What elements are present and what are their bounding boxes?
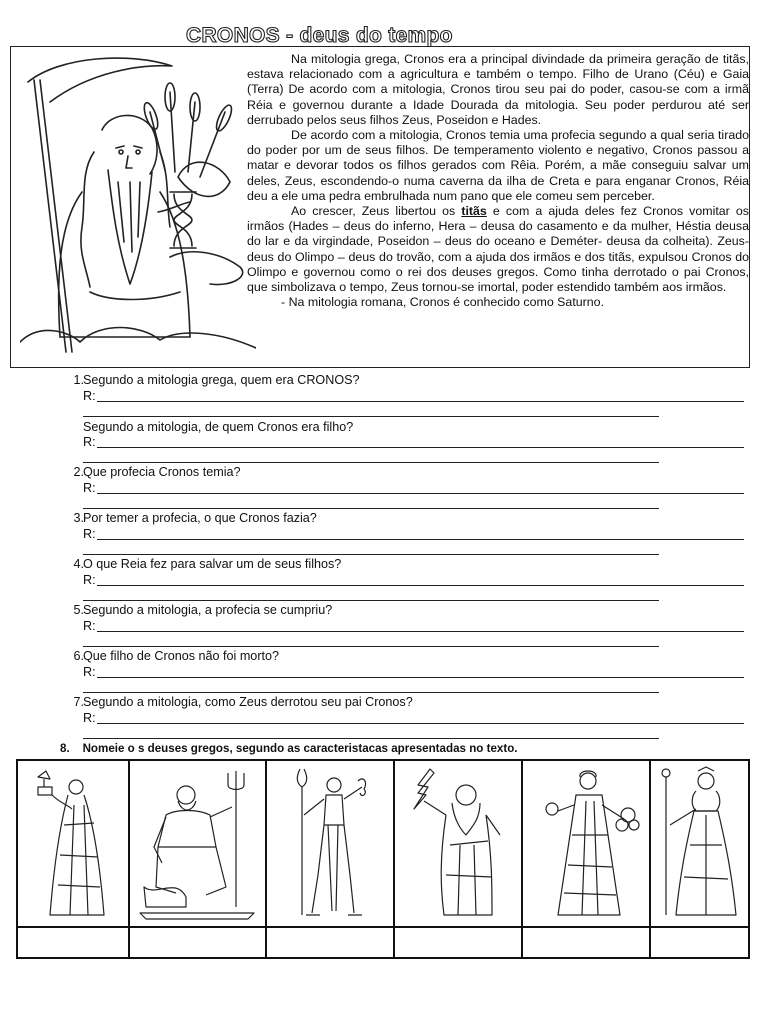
paragraph-1: Na mitologia grega, Cronos era a principal divindade da primeira geração de titãs, estava relacionado com a agricultura e também o tempo. Filho de Urano (Céu) e Gaia (Terra) De acordo com a mitologia, Cronos tirou seu pai do poder, casou-se com a irmã Réia e governou durante a Idade Dourada da mitologia. Seu poder perdurou até ser derrubado pelos seus filhos Zeus, Poseidon e Hades. [247, 52, 749, 127]
question-6-text: Que filho de Cronos não foi morto? [83, 649, 280, 663]
goddess-dove-icon [24, 765, 124, 923]
answer-line[interactable] [83, 646, 659, 647]
answer-line[interactable] [97, 493, 744, 494]
demeter-icon [528, 765, 646, 923]
question-2-text: Que profecia Cronos temia? [83, 465, 241, 479]
question-8-text: Nomeie o s deuses gregos, segundo as caracteristacas apresentadas no texto. [82, 742, 518, 755]
question-4: 4. [73, 557, 84, 571]
question-1b-text: Segundo a mitologia, de quem Cronos era filho? [83, 420, 354, 434]
answer-line[interactable] [83, 416, 659, 417]
answer-line[interactable] [97, 585, 744, 586]
answer-line[interactable] [83, 738, 659, 739]
answer-cell-6[interactable] [651, 928, 748, 957]
answer-label: R: [83, 711, 96, 725]
gods-grid [16, 759, 750, 959]
answer-label: R: [83, 435, 96, 449]
question-7: 7. [73, 695, 84, 709]
answer-label: R: [83, 481, 96, 495]
question-7-text: Segundo a mitologia, como Zeus derrotou seu pai Cronos? [83, 695, 413, 709]
answer-label: R: [83, 619, 96, 633]
answer-line[interactable] [97, 723, 744, 724]
answer-label: R: [83, 665, 96, 679]
question-2: 2. [73, 465, 84, 479]
question-3-text: Por temer a profecia, o que Cronos fazia? [83, 511, 317, 525]
answer-line[interactable] [83, 692, 659, 693]
answer-line[interactable] [97, 539, 744, 540]
hera-icon [656, 765, 746, 923]
question-6: 6. [73, 649, 84, 663]
question-5-text: Segundo a mitologia, a profecia se cumpriu? [83, 603, 333, 617]
poseidon-icon [136, 767, 262, 923]
question-1: 1. [73, 373, 84, 387]
answer-line[interactable] [83, 600, 659, 601]
answer-label: R: [83, 573, 96, 587]
cronos-illustration [20, 52, 256, 360]
answer-cell-3[interactable] [267, 928, 395, 957]
zeus-icon [400, 765, 518, 923]
story-text [247, 52, 749, 310]
question-5: 5. [73, 603, 84, 617]
answer-line[interactable] [97, 447, 744, 448]
answer-line[interactable] [83, 554, 659, 555]
answer-line[interactable] [97, 677, 744, 678]
answer-line[interactable] [83, 462, 659, 463]
page-title: CRONOS - deus do tempo [186, 24, 453, 47]
answer-line[interactable] [97, 401, 744, 402]
paragraph-3-after: e com a ajuda deles fez Cronos vomitar os irmãos (Hades – deus do inferno, Hera – deusa do casamento e da mulher, Héstia deusa do lar e da virgindade, Poseidon – deus do oceano e Deméter- deusa da colheita). Zeus- deus do Olimpo – deus do trovão, com a ajuda dos irmãos e dos titãs, expulsou Cronos do Olimpo e governou como o rei dos deuses gregos. Como tinha derrotado o pai Cronos, que simbolizava o tempo, Zeus tornou-se imortal, poder estendido também aos irmãos. [247, 204, 749, 295]
paragraph-2: De acordo com a mitologia, Cronos temia uma profecia segundo a qual seria tirado do poder por um de seus filhos. De temperamento violento e negativo, Cronos passou a matar e devorar todos os filhos gerados com Rêia. Porém, a mãe conseguiu salvar um deles, Zeus, escondendo-o numa caverna da ilha de Creta e para enganar Cronos, Réia deu a ele uma pedra embrulhada num pano que ele comeu sem perceber. [247, 128, 749, 203]
answer-label: R: [83, 527, 96, 541]
answer-line[interactable] [97, 631, 744, 632]
hades-icon [272, 765, 390, 923]
question-3: 3. [73, 511, 84, 525]
question-4-text: O que Reia fez para salvar um de seus filhos? [83, 557, 342, 571]
footnote: - Na mitologia romana, Cronos é conhecido como Saturno. [281, 295, 605, 310]
titas-word: titãs [461, 204, 487, 219]
answer-cell-1[interactable] [18, 928, 130, 957]
question-1-text: Segundo a mitologia grega, quem era CRONOS? [83, 373, 360, 387]
paragraph-3-before: Ao crescer, Zeus libertou os [291, 204, 462, 219]
paragraph-3 [247, 204, 749, 295]
answer-label: R: [83, 389, 96, 403]
answer-line[interactable] [83, 508, 659, 509]
answer-cell-4[interactable] [395, 928, 523, 957]
answer-cell-2[interactable] [130, 928, 267, 957]
question-8: 8. Nomeie o s deuses gregos, segundo as caracteristacas apresentadas no texto. [60, 742, 518, 755]
answer-cell-5[interactable] [523, 928, 651, 957]
